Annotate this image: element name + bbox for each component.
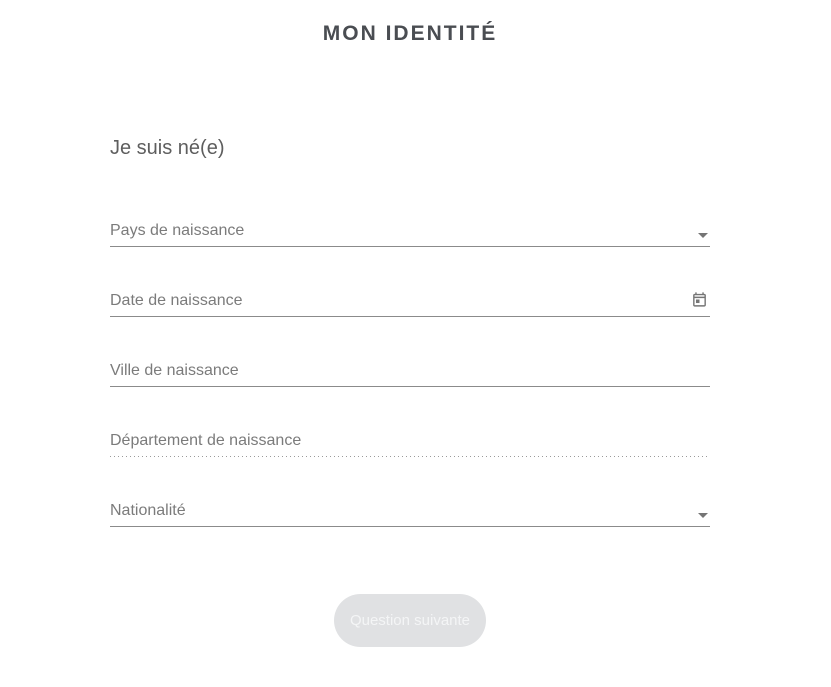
city-of-birth-field[interactable] <box>110 356 710 387</box>
dropdown-arrow-icon[interactable] <box>698 513 710 527</box>
dropdown-arrow-icon[interactable] <box>698 233 710 247</box>
date-of-birth-placeholder: Date de naissance <box>110 292 243 309</box>
field-underline <box>110 526 710 527</box>
field-underline <box>110 386 710 387</box>
section-heading: Je suis né(e) <box>110 137 225 159</box>
field-underline <box>110 246 710 247</box>
next-question-button[interactable]: Question suivante <box>334 594 486 647</box>
field-underline <box>110 316 710 317</box>
city-of-birth-placeholder: Ville de naissance <box>110 362 239 379</box>
country-of-birth-select[interactable] <box>110 216 710 247</box>
country-of-birth-placeholder: Pays de naissance <box>110 222 245 239</box>
nationality-placeholder: Nationalité <box>110 502 186 519</box>
nationality-select[interactable] <box>110 496 710 527</box>
department-of-birth-placeholder: Département de naissance <box>110 432 302 449</box>
date-of-birth-field[interactable] <box>110 286 710 317</box>
page-title: MON IDENTITÉ <box>322 22 498 45</box>
field-underline-dotted <box>110 456 710 457</box>
department-of-birth-field <box>110 426 710 457</box>
calendar-icon[interactable] <box>691 291 710 317</box>
